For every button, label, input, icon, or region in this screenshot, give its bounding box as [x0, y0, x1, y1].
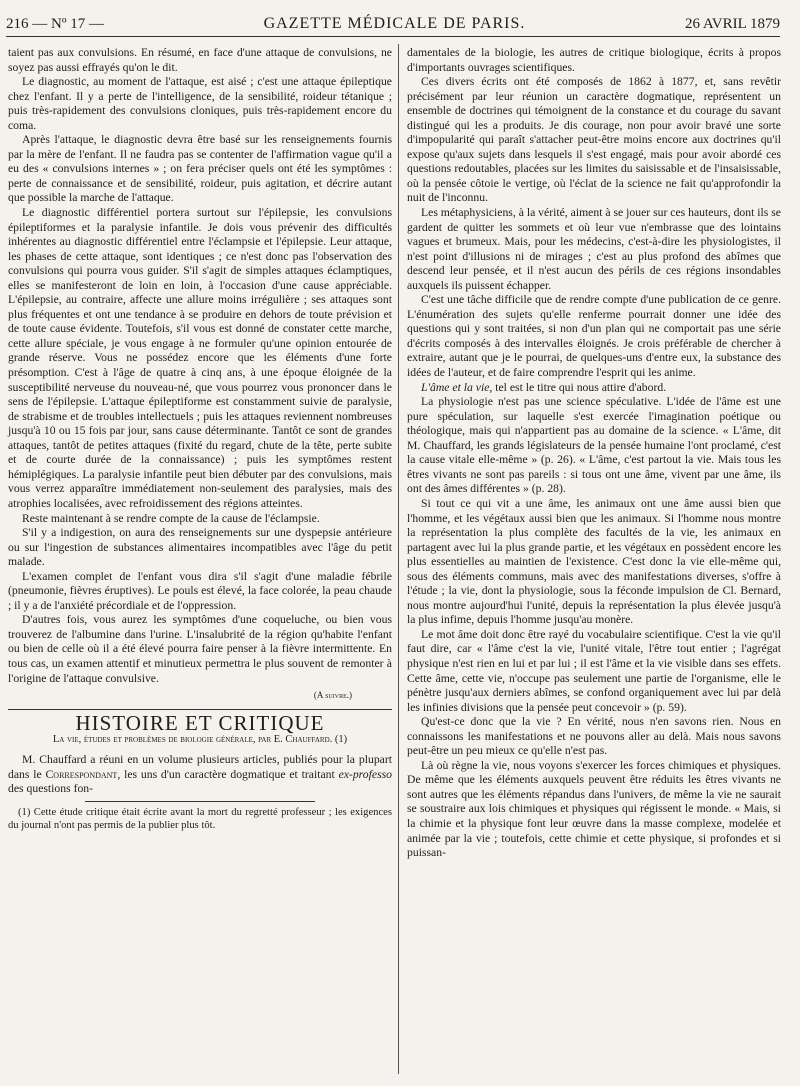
- section-title: HISTOIRE ET CRITIQUE: [75, 710, 325, 735]
- page-number: 216 — Nº 17 —: [6, 16, 104, 32]
- paragraph: D'autres fois, vous aurez les symptômes d'une coqueluche, ou bien vous trouverez de l'albumine dans l'urine. L'insalubrité de la région qu'habite l'enfant ou bien de celle où il a été élevé pourra faire penser à la fièvre intermittente. En tous cas, un examen attentif et minutieux permettra le plus souvent de remonter à l'origine de l'attaque convulsive.: [8, 613, 392, 685]
- paragraph: C'est une tâche difficile que de rendre compte d'une publication de ce genre. L'énumération des sujets qu'elle renferme pourrait donner une idée des questions qui y sont traitées, si non d'un plan qui ne comportait pas une série d'écrits composés à des intervalles éloignés. Je crois préférable de chercher à extraire, autant que je le pourrai, de quelques-uns d'entre eux, la substance des idées de l'auteur, et de faire comprendre l'esprit qui les anime.: [407, 293, 781, 380]
- section-intro: [8, 753, 392, 797]
- footnote-text: (1) Cette étude critique était écrite avant la mort du regretté professeur ; les exigences du journal n'ont pas permis de la publier plus tôt.: [8, 806, 392, 831]
- issue-date: 26 AVRIL 1879: [684, 16, 780, 32]
- book-title: L'âme et la vie: [421, 380, 490, 394]
- footnote-divider: [85, 801, 315, 802]
- paragraph: S'il y a indigestion, on aura des renseignements sur une dyspepsie antérieure ou sur l'ingestion de substances alimentaires incompatibles avec l'âge du petit malade.: [8, 526, 392, 569]
- paragraph-rest: , tel est le titre qui nous attire d'abord.: [489, 380, 667, 394]
- column-divider: [398, 44, 399, 1074]
- continued-note: (A suivre.): [313, 690, 352, 701]
- paragraph: La physiologie n'est pas une science spéculative. L'idée de l'âme est une pure spéculation, sur laquelle s'est exercée l'imagination poétique ou théologique, mais qui n'appartient pas au domaine de la science. « L'âme, dit M. Chauffard, les grands législateurs de la pensée humaine l'ont proclamé, c'est la cause vitale elle-même » (p. 26). « L'âme, c'est partout la vie. Mais tous les êtres vivants ne sont pas pareils : si tous ont une âme, vivent par une âme, ils ont des âmes différentes » (p. 28).: [407, 395, 781, 496]
- paragraph: Après l'attaque, le diagnostic devra être basé sur les renseignements fournis par la mère de l'enfant. Il ne faudra pas se contenter de l'affirmation vague qu'il a eu des « convulsions internes » ; on fera préciser quels ont été les symptômes : perte de connaissance et de sensibilité, roideur, puis agitation, et décrire autant que possible la marche de l'attaque.: [8, 133, 392, 205]
- paragraph: L'examen complet de l'enfant vous dira s'il s'agit d'une maladie fébrile (pneumonie, fièvres éruptives). Le pouls est élevé, la face colorée, la peau chaude ; il y a de l'anxiété précordiale et de l'oppression.: [8, 569, 392, 612]
- paragraph: Le diagnostic, au moment de l'attaque, est aisé ; c'est une attaque épileptique chez l'enfant. Il y a perte de l'intelligence, de la sensibilité, roideur tétanique ; puis très-rapidement des convulsions cloniques, puis très-rapidement encore du coma.: [8, 75, 392, 132]
- intro-text: des questions fon-: [8, 782, 94, 796]
- paragraph: Ces divers écrits ont été composés de 1862 à 1877, et, sans revêtir précisément par leur réunion un caractère dogmatique, représentent un ensemble de doctrines qui témoignent de la constance et du courage du savant distingué qui les a produits. Je dis courage, non pour avoir bravé une sorte d'impopularité qui paraît s'attacher peut-être moins encore aux doctrines qu'il expose qu'aux sujets dans lesquels il s'est engagé, mais pour avoir abordé ces questions redoutables, placées sur les limites du saisissable et de l'insaisissable, où la pensée côtoie le vertige, où l'éclat de la science ne fait qu'approfondir la nuit de l'inconnu.: [407, 75, 781, 205]
- paragraph: damentales de la biologie, les autres de critique biologique, écrits à propos d'importants ouvrages scientifiques.: [407, 46, 781, 74]
- footnote: [8, 806, 392, 832]
- right-column: [407, 46, 781, 861]
- section-divider: [8, 709, 392, 710]
- paragraph: Qu'est-ce donc que la vie ? En vérité, nous n'en savons rien. Nous en connaissons les manifestations et ne pouvons aller au delà. Mais nous savons peut-être un peu mieux ce qu'elle n'est pas.: [407, 715, 781, 758]
- intro-text: M. Chauffard a réuni en un volume plusieurs articles, publiés pour la plupart dans le: [8, 753, 392, 781]
- page-header: [6, 7, 780, 37]
- left-column: [8, 46, 392, 832]
- paragraph: Si tout ce qui vit a une âme, les animaux ont une âme aussi bien que l'homme, et les végétaux aussi bien que les animaux. Si l'homme nous montre la représentation la plus complète des facultés de la vie, les animaux en partagent avec lui la plus grande partie, et les végétaux en possèdent encore les plus essentielles au maintien de l'existence. C'est donc la vie elle-même qui, sous des éléments communs, mais avec des manifestations diverses, s'offre à l'étude ; la vie, dont la physiologie, sous la féconde impulsion de Cl. Bernard, nous montre aujourd'hui l'unité, depuis la représentation la plus élevée jusqu'à la plus infime, depuis l'homme jusqu'au monère.: [407, 496, 781, 627]
- paragraph: Reste maintenant à se rendre compte de la cause de l'éclampsie.: [22, 511, 320, 525]
- paragraph: [407, 381, 781, 396]
- section-subtitle: La vie, études et problèmes de biologie générale, par E. Chauffard. (1): [52, 734, 348, 746]
- journal-title: GAZETTE MÉDICALE DE PARIS.: [263, 15, 526, 32]
- latin-phrase: ex-professo: [338, 767, 393, 781]
- paragraph: Le diagnostic différentiel portera surtout sur l'épilepsie, les convulsions épileptiformes et la paralysie infantile. Je dois vous prévenir des difficultés inhérentes au diagnostic différentiel entre l'éclampsie et l'épilepsie. Leur attaque, les phases de cette attaque, sont identiques ; ce n'est donc pas l'observation des convulsions qui pourra vous guider. S'il s'agit de simples attaques éclamptiques, elles se manifesteront de loin en loin, à l'occasion d'une cause appréciable. L'épilepsie, au contraire, affecte une allure moins irrégulière ; ses attaques sont plus fréquentes et ont une tendance à se produire en dehors de toute prévision et de toute cause évidente. Toutefois, s'il vous est donné de constater cette marche, cette allure spéciale, je vous engage à ne formuler qu'une opinion entourée de grande réserve. Vous ne possédez encore que les éléments d'une forte présomption. C'est à l'âge de quatre à cinq ans, à une époque éloignée de la susceptibilité nerveuse du nouveau-né, que vous pourrez vous prononcer dans le sens de l'épilepsie. L'attaque épileptiforme est constamment suivie de paralysie, de strabisme et de troubles intellectuels ; puis les attaques reviennent nombreuses jusqu'à 10 ou 15 fois par jour, sans cause déterminante. Tantôt ce sont de grandes attaques, tantôt de petites attaques (fixité du regard, chute de la tête, perte subite et de courte durée de la connaissance) ; puis les symptômes restent hémiplégiques. La paralysie infantile peut bien débuter par des convulsions, mais vous verrez apparaître immédiatement non-seulement des paralysies, mais des atrophies localisées, avec refroidissement des régions atteintes.: [8, 206, 392, 510]
- paragraph: Les métaphysiciens, à la vérité, aiment à se jouer sur ces hauteurs, dont ils se gardent de quitter les sommets et où leur vue n'embrasse que des lointains vagues et brumeux. Mais, pour les médecins, c'est-à-dire les physiologistes, il n'est point d'illusions ni de mirages ; c'est au plus profond des abîmes que descend leur pensée, et il n'est aucun des périls de ces régions insondables auxquels ils puissent échapper.: [407, 206, 781, 292]
- paragraph: Là où règne la vie, nous voyons s'exercer les forces chimiques et physiques. De même que les éléments auxquels peuvent être réduits les êtres vivants ne sont autres que les éléments répandus dans l'univers, de même la vie ne saurait se soustraire aux lois chimiques et physiques qui régissent le monde. « Mais, si la chimie et la physique font leur œuvre dans la masse complexe, modelée et animée par la vie ; toutefois, cette chimie et cette physique, si profondes et si puissan-: [407, 758, 781, 860]
- intro-text: , les uns d'un caractère dogmatique et traitant: [117, 767, 335, 781]
- paragraph: Le mot âme doit donc être rayé du vocabulaire scientifique. C'est la vie qu'il faut dire, car « l'âme c'est la vie, l'unité vitale, l'être tout entier ; l'agrégat physique n'est rien en lui et par lui ; il est l'âme et la vie visible dans ses effets. Cette âme, cette vie, n'occupe pas seulement une partie de l'organisme, elle le pénètre jusqu'aux derniers abîmes, se confond organiquement avec lui par delà les infinies divisions que la pensée peut concevoir » (p. 59).: [407, 627, 781, 714]
- correspondant-name: Correspondant: [45, 767, 118, 781]
- paragraph: taient pas aux convulsions. En résumé, en face d'une attaque de convulsions, ne soyez pas aussi effrayés qu'on le dit.: [8, 46, 392, 74]
